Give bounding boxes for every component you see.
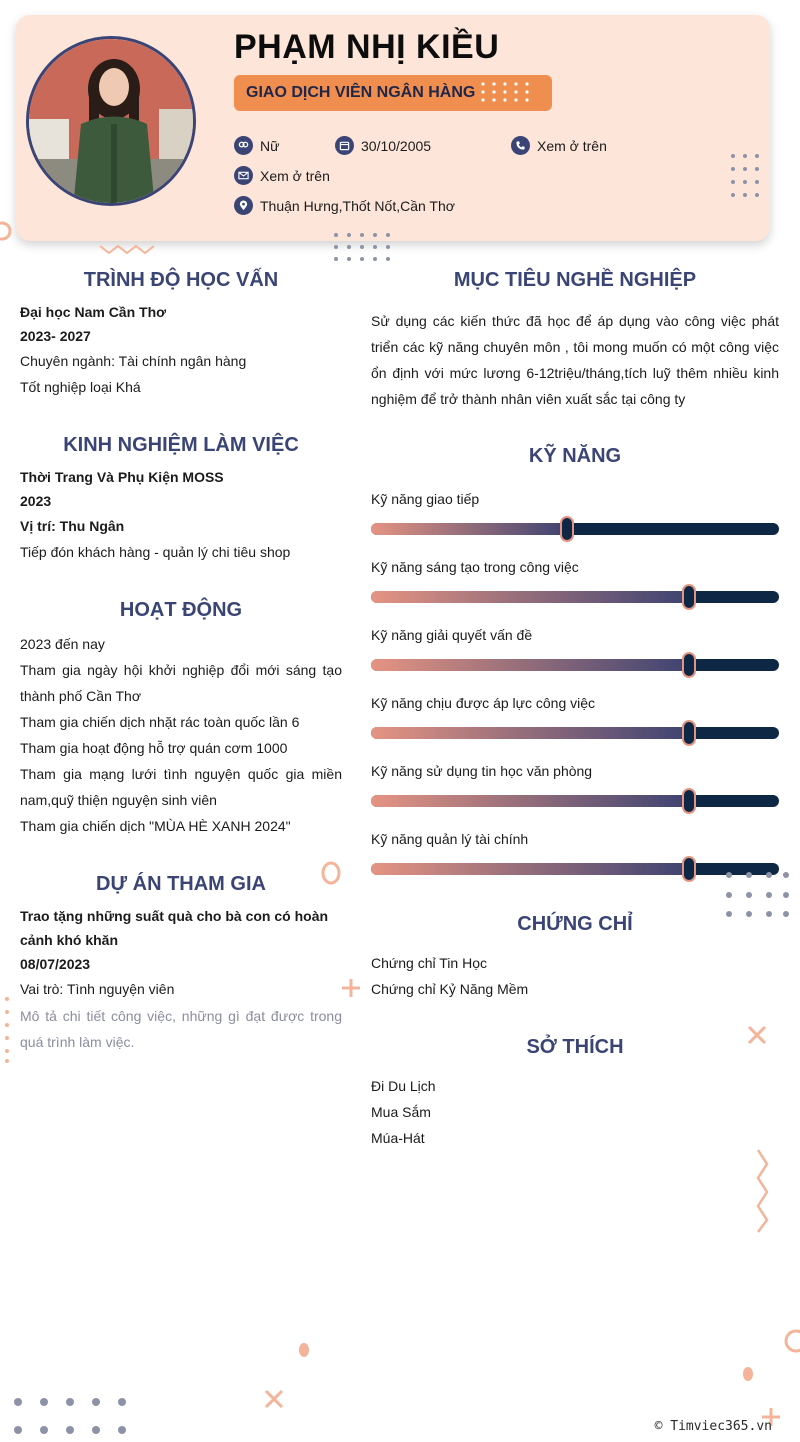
experience-year: 2023	[20, 493, 52, 509]
dot-grid-decoration-icon	[730, 152, 764, 208]
activity-item: Tham gia ngày hội khởi nghiệp đổi mới sáng tạo thành phố Cần Thơ	[20, 662, 342, 704]
address-value: Thuận Hưng,Thốt Nốt,Cần Thơ	[260, 197, 455, 214]
skill-label: Kỹ năng sáng tạo trong công việc	[371, 559, 579, 575]
phone-info	[511, 136, 607, 155]
dot-column-decoration-icon	[0, 995, 14, 1065]
gender-value: Nữ	[260, 137, 280, 154]
education-grade: Tốt nghiệp loại Khá	[20, 379, 141, 395]
calendar-icon	[335, 136, 354, 155]
job-title-badge	[234, 75, 552, 111]
skill-item	[371, 625, 779, 671]
location-pin-icon	[234, 196, 253, 215]
hobby-item: Múa-Hát	[371, 1130, 425, 1146]
plus-decoration-icon	[340, 977, 362, 999]
skill-bar-fill	[371, 863, 689, 875]
ring-decoration-icon	[0, 220, 14, 242]
education-title: TRÌNH ĐỘ HỌC VẤN	[83, 269, 279, 291]
objective-text: Sử dụng các kiến thức đã học để áp dụng vào công việc phát triển các kỹ năng chuyên môn , tôi mong muốn có một công việc ổn định với mức lương 6-12triệu/tháng,tích luỹ thêm nhiều kinh nghiệm để trở thành nhân viên xuất sắc tại công ty	[371, 313, 779, 407]
copyright-footer: © Timviec365.vn	[654, 1419, 772, 1434]
hobbies-title: SỞ THÍCH	[526, 1036, 624, 1058]
activity-item: Tham gia chiến dịch "MÙA HÈ XANH 2024"	[20, 818, 291, 834]
dot-grid-decoration-icon	[720, 868, 792, 922]
dot-grid-decoration-icon	[8, 1394, 132, 1438]
phone-icon	[511, 136, 530, 155]
skill-item	[371, 761, 779, 807]
gender-info	[234, 136, 279, 155]
company-name: Thời Trang Và Phụ Kiện MOSS	[20, 469, 224, 485]
project-description: Mô tả chi tiết công việc, những gì đạt được trong quá trình làm việc.	[20, 1008, 342, 1050]
skill-bar-handle	[560, 516, 574, 542]
cross-decoration-icon	[745, 1023, 769, 1047]
skill-bar	[371, 863, 779, 875]
zigzag-decoration-icon	[752, 1148, 772, 1234]
school-name: Đại học Nam Cần Thơ	[20, 304, 167, 320]
skill-bar-fill	[371, 727, 689, 739]
project-date: 08/07/2023	[20, 956, 91, 972]
dots-decoration-icon	[480, 80, 542, 104]
birthday-info	[335, 136, 431, 155]
skill-bar	[371, 795, 779, 807]
skill-bar	[371, 727, 779, 739]
activity-item: Tham gia hoạt động hỗ trợ quán cơm 1000	[20, 740, 288, 756]
education-major: Chuyên ngành: Tài chính ngân hàng	[20, 353, 247, 369]
skill-bar-fill	[371, 591, 689, 603]
skill-bar-fill	[371, 523, 567, 535]
skill-bar	[371, 591, 779, 603]
hobby-item: Mua Sắm	[371, 1104, 431, 1120]
certificates-section	[371, 950, 779, 1002]
project-name: Trao tặng những suất quà cho bà con có hoàn cảnh khó khăn	[20, 908, 329, 948]
skill-item	[371, 557, 779, 603]
mail-icon	[234, 166, 253, 185]
certificates-title: CHỨNG CHỈ	[517, 913, 633, 935]
cross-decoration-icon	[262, 1387, 286, 1411]
experience-section	[20, 465, 342, 565]
ring-decoration-icon	[740, 1365, 756, 1383]
skill-bar-handle	[682, 856, 696, 882]
activity-item: Tham gia mạng lưới tình nguyện quốc gia miền nam,quỹ thiện nguyện sinh viên	[20, 766, 342, 808]
skill-label: Kỹ năng sử dụng tin học văn phòng	[371, 763, 593, 779]
skill-label: Kỹ năng quản lý tài chính	[371, 831, 529, 847]
certificate-item: Chứng chỉ Tin Học	[371, 955, 487, 971]
job-title: GIAO DỊCH VIÊN NGÂN HÀNG	[246, 84, 476, 101]
education-years: 2023- 2027	[20, 328, 91, 344]
skill-label: Kỹ năng giải quyết vấn đề	[371, 627, 533, 643]
projects-title: DỰ ÁN THAM GIA	[96, 873, 266, 895]
birthday-value: 30/10/2005	[361, 137, 432, 154]
project-role: Vai trò: Tình nguyện viên	[20, 981, 175, 997]
skill-label: Kỹ năng chịu được áp lực công việc	[371, 695, 596, 711]
projects-section	[20, 904, 342, 1055]
certificate-item: Chứng chỉ Kỷ Năng Mềm	[371, 981, 529, 997]
hobbies-section	[371, 1073, 779, 1151]
ring-decoration-icon	[318, 858, 344, 888]
skill-bar-fill	[371, 795, 689, 807]
experience-description: Tiếp đón khách hàng - quản lý chi tiêu shop	[20, 544, 291, 560]
skill-bar-handle	[682, 584, 696, 610]
experience-position: Vị trí: Thu Ngân	[20, 518, 125, 534]
ring-decoration-icon	[780, 1326, 800, 1356]
skill-item	[371, 489, 779, 535]
zigzag-decoration-icon	[100, 242, 154, 256]
objective-title: MỤC TIÊU NGHỀ NGHIỆP	[453, 269, 697, 291]
phone-value: Xem ở trên	[537, 137, 607, 154]
gender-icon	[234, 136, 253, 155]
experience-title: KINH NGHIỆM LÀM VIỆC	[63, 434, 299, 456]
avatar	[26, 36, 196, 206]
dot-grid-decoration-icon	[332, 231, 394, 263]
activities-section	[20, 631, 342, 839]
email-info	[234, 166, 330, 185]
skills-title: KỸ NĂNG	[528, 445, 622, 467]
hobby-item: Đi Du Lịch	[371, 1078, 436, 1094]
skill-item	[371, 829, 779, 875]
skill-bar-handle	[682, 720, 696, 746]
skill-label: Kỹ năng giao tiếp	[371, 491, 480, 507]
activities-title: HOẠT ĐỘNG	[119, 599, 243, 621]
skill-bar	[371, 659, 779, 671]
skill-item	[371, 693, 779, 739]
education-section	[20, 300, 342, 400]
ring-decoration-icon	[296, 1341, 312, 1359]
skill-bar-handle	[682, 652, 696, 678]
activity-item: Tham gia chiến dịch nhặt rác toàn quốc lần 6	[20, 714, 300, 730]
candidate-name: PHẠM NHỊ KIỀU	[234, 28, 500, 66]
skill-bar	[371, 523, 779, 535]
email-value: Xem ở trên	[260, 167, 330, 184]
skill-bar-fill	[371, 659, 689, 671]
skill-bar-handle	[682, 788, 696, 814]
activities-period: 2023 đến nay	[20, 636, 105, 652]
address-info	[234, 196, 455, 215]
